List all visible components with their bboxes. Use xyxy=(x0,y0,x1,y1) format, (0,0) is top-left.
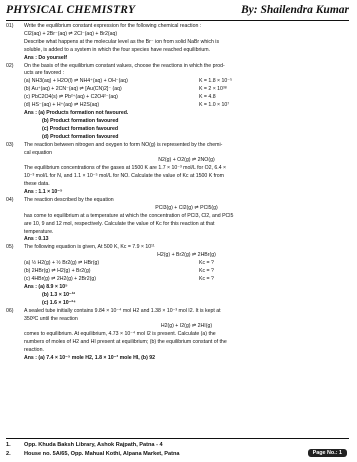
equation-line: H2(g) + Br2(g) ⇌ 2HBr(g) xyxy=(157,252,216,259)
question-text-line: A sealed tube initially contains 9.84 × 10⁻⁴ mol H2 and 1.38 × 10⁻³ mol I2. It is kept at xyxy=(24,307,221,314)
question-list xyxy=(6,23,349,363)
question-text-line: comes to equilibrium. At equilibrium, 4.73 × 10⁻⁴ mol I2 is present. Calculate (a) the xyxy=(24,331,216,338)
reaction-equation: (b) Au⁺(aq) + 2CN⁻(aq) ⇌ [Au(CN)2]⁻ (aq) xyxy=(24,86,122,93)
answer-line: (b) 1.3 × 10⁻¹² xyxy=(42,291,76,298)
question-block xyxy=(6,244,349,307)
question-text-line: soluble, is added to a system in which the four species have reached equilibrium. xyxy=(24,46,210,53)
reaction-row xyxy=(24,260,349,268)
reaction-row xyxy=(24,94,349,102)
reaction-equation: (d) HS⁻(aq) + H⁺(aq) ⇌ H2S(aq) xyxy=(24,102,100,109)
reaction-row xyxy=(24,78,349,86)
answer-line: (c) 1.6 × 10⁻²⁴ xyxy=(42,299,76,306)
question-text-line: these data. xyxy=(24,181,50,188)
footer-rule xyxy=(6,438,349,439)
subject-title: PHYSICAL CHEMISTRY xyxy=(6,4,136,16)
question-text-line: numbers of moles of H2 and HI present at equilibrium; (b) the equilibrium constant of the xyxy=(24,339,227,346)
question-block xyxy=(6,197,349,244)
author-name: By: Shailendra Kumar xyxy=(241,4,349,16)
question-number: 02) xyxy=(6,62,14,69)
equilibrium-constant: K = 2 × 10³⁸ xyxy=(199,86,227,93)
question-number: 04) xyxy=(6,196,14,203)
question-number: 06) xyxy=(6,307,14,314)
reaction-equation: (b) 2HBr(g) ⇌ H2(g) + Br2(g) xyxy=(24,268,91,275)
question-text-line: ucts are favored : xyxy=(24,70,65,77)
answer-line: Ans : Do yourself xyxy=(24,54,67,61)
page-header xyxy=(6,4,349,20)
reaction-equation: (a) NH3(aq) + H2O(l) ⇌ NH4⁺(aq) + OH⁻(aq) xyxy=(24,78,128,85)
question-text-line: The reaction between nitrogen and oxygen to form NO(g) is represented by the chemi- xyxy=(24,141,223,148)
question-number: 01) xyxy=(6,23,14,29)
question-block xyxy=(6,142,349,197)
answer-line: (b) Product formation favoured xyxy=(42,117,119,124)
answer-line: (c) Product formation favoured xyxy=(42,125,119,132)
question-text-line: The reaction described by the equation xyxy=(24,196,114,203)
address-line-2: 2. House no. 5A/65, Opp. Mahual Kothi, Alpana Market, Patna xyxy=(6,450,180,457)
question-number: 03) xyxy=(6,141,14,148)
question-text-line: temperature. xyxy=(24,228,54,235)
answer-line: (d) Product formation favoured xyxy=(42,133,119,140)
header-rule xyxy=(6,20,349,21)
answer-line: Ans : (a) 8.9 × 10⁵ xyxy=(24,283,68,290)
equilibrium-constant: Kc = ? xyxy=(199,260,214,267)
equilibrium-constant: Kc = ? xyxy=(199,276,214,282)
question-text-line: reaction. xyxy=(24,347,44,354)
page-number-badge: Page No.: 1 xyxy=(308,449,347,457)
equation-line: N2(g) + O2(g) ⇌ 2NO(g) xyxy=(158,157,215,164)
equation-line: PCl3(g) + Cl2(g) ⇌ PCl5(g) xyxy=(155,204,218,211)
reaction-row xyxy=(24,268,349,276)
equilibrium-constant: K = 1.8 × 10⁻⁵ xyxy=(199,78,233,85)
question-text-line: are 10, 9 and 12 mol, respectively. Calculate the value of Kc for this reaction at that xyxy=(24,220,215,227)
address-line-1: 1. Opp. Khuda Baksh Library, Ashok Rajpath, Patna - 4 xyxy=(6,442,163,448)
question-text-line: Describe what happens at the molecular level as the Br⁻ ion from solid NaBr which is xyxy=(24,38,220,45)
equation-line: H2(g) + I2(g) ⇌ 2HI(g) xyxy=(160,323,213,330)
question-text-line: On the basis of the equilibrium constant values, choose the reactions in which the prod- xyxy=(24,62,225,69)
question-block xyxy=(6,23,349,63)
question-block xyxy=(6,308,349,363)
question-text-line: 10⁻³ mol/L for N, and 1.1 × 10⁻⁵ mol/L for NO. Calculate the value of Kc at 1500 K from xyxy=(24,173,224,180)
answer-line: Ans : 0.13 xyxy=(24,236,49,243)
equilibrium-constant: K = 4.8 xyxy=(199,94,216,101)
reaction-row xyxy=(24,276,349,284)
page-footer xyxy=(6,441,349,459)
question-text-line: 350ºC until the reaction xyxy=(24,315,78,322)
question-text-line: has come to equilibrium at a temperature at which the concentration of PCl3, Cl2, and PCl5 xyxy=(24,212,234,219)
equilibrium-constant: Kc = ? xyxy=(199,268,214,275)
answer-line: Ans : 1.1 × 10⁻⁵ xyxy=(24,189,63,196)
equilibrium-constant: K = 1.0 × 10⁷ xyxy=(199,102,230,109)
question-text-line: The equilibrium concentrations of the gases at 1500 K are 1.7 × 10⁻³ mol/L for O2, 6.4 × xyxy=(24,165,227,172)
reaction-row xyxy=(24,102,349,110)
question-block xyxy=(6,63,349,142)
answer-line: Ans : (a) 7.4 × 10⁻⁵ mole H2, 1.8 × 10⁻³ mole HI, (b) 92 xyxy=(24,355,156,362)
question-text-line: Write the equilibrium constant expression for the following chemical reaction : xyxy=(24,23,202,29)
question-text-line: cal equation xyxy=(24,149,52,156)
question-number: 05) xyxy=(6,244,14,251)
reaction-row xyxy=(24,86,349,94)
reaction-equation: (a) ½ H2(g) + ½ Br2(g) ⇌ HBr(g) xyxy=(24,260,100,267)
answer-line: Ans : (a) Products formation not favoured. xyxy=(24,109,129,116)
reaction-equation: (c) 4HBr(g) ⇌ 2H2(g) + 2Br2(g) xyxy=(24,276,96,282)
question-text-line: The following equation is given, At 500 K, Kc = 7.9 × 10¹¹ xyxy=(24,244,155,251)
reaction-equation: (c) PbC2O4(s) ⇌ Pb²⁺(aq) + C2O4²⁻(aq) xyxy=(24,94,118,101)
question-text-line: Cl2(aq) + 2Br⁻(aq) ⇌ 2Cl⁻(aq) + Br2(aq) xyxy=(24,30,118,37)
